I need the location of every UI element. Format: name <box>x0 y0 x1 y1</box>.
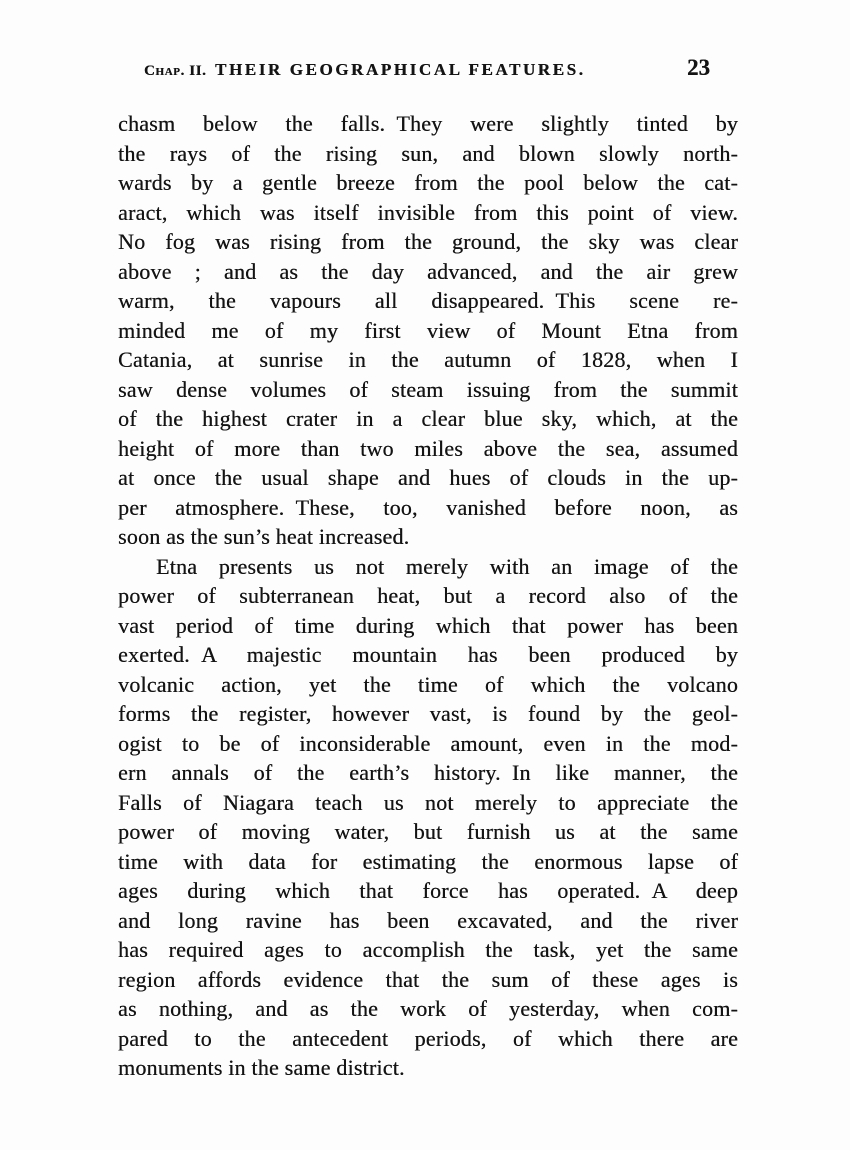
text-line: per atmosphere. These, too, vanished before noon, as <box>118 494 738 520</box>
text-line: power of moving water, but furnish us at the same <box>118 819 738 844</box>
text-line: monuments in the same district. <box>118 1055 405 1080</box>
paragraph-2 <box>118 552 738 1083</box>
text-line: ern annals of the earth’s history. In like manner, the <box>118 760 738 785</box>
text-line: has required ages to accomplish the task, yet the same <box>118 937 738 962</box>
text-line: as nothing, and as the work of yesterday, when com- <box>118 996 738 1021</box>
text-line: Etna presents us not merely with an image of the <box>156 553 738 579</box>
page-text-body <box>118 109 738 1083</box>
text-line: Falls of Niagara teach us not merely to appreciate the <box>118 789 738 815</box>
text-line: vast period of time during which that power has been <box>118 612 738 638</box>
text-line: minded me of my first view of Mount Etna from <box>118 317 738 343</box>
text-line: ages during which that force has operated. A deep <box>118 878 738 903</box>
text-line: of the highest crater in a clear blue sky, which, at the <box>118 406 738 431</box>
chapter-label: Chap. II. <box>144 63 207 79</box>
text-line: and long ravine has been excavated, and the river <box>118 907 738 933</box>
paragraph-1 <box>118 109 738 552</box>
text-line: power of subterranean heat, but a record also of the <box>118 583 738 608</box>
text-line: time with data for estimating the enormous lapse of <box>118 848 738 874</box>
text-line: soon as the sun’s heat increased. <box>118 524 410 549</box>
text-line: saw dense volumes of steam issuing from the summit <box>118 376 738 402</box>
text-line: forms the register, however vast, is found by the geol- <box>118 701 738 726</box>
text-line: the rays of the rising sun, and blown slowly north- <box>118 140 738 166</box>
text-line: above ; and as the day advanced, and the air grew <box>118 258 738 284</box>
text-line: height of more than two miles above the sea, assumed <box>118 435 738 461</box>
text-line: volcanic action, yet the time of which the volcano <box>118 671 738 697</box>
text-line: aract, which was itself invisible from this point of view. <box>118 199 738 225</box>
running-title: THEIR GEOGRAPHICAL FEATURES. <box>215 60 586 79</box>
text-line: wards by a gentle breeze from the pool below the cat- <box>118 170 738 195</box>
text-line: exerted. A majestic mountain has been produced by <box>118 642 738 667</box>
running-head <box>118 57 738 87</box>
text-line: No fog was rising from the ground, the sky was clear <box>118 229 738 254</box>
text-line: warm, the vapours all disappeared. This scene re- <box>118 288 738 313</box>
text-line: Catania, at sunrise in the autumn of 1828, when I <box>118 347 738 372</box>
text-line: at once the usual shape and hues of clouds in the up- <box>118 465 738 490</box>
page-number: 23 <box>687 55 710 80</box>
text-line: ogist to be of inconsiderable amount, even in the mod- <box>118 730 738 756</box>
text-line: pared to the antecedent periods, of which there are <box>118 1025 738 1051</box>
text-line: chasm below the falls. They were slightly tinted by <box>118 111 738 136</box>
text-line: region affords evidence that the sum of these ages is <box>118 966 738 992</box>
